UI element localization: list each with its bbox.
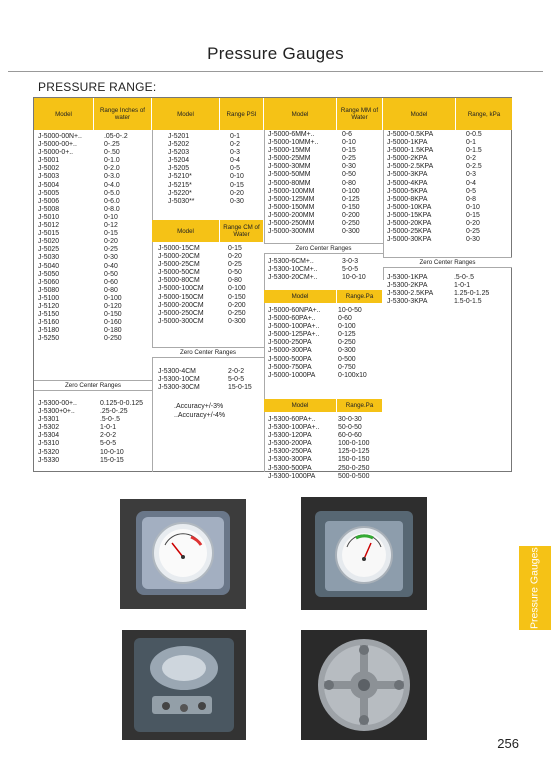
list-cell: J-5000-8KPA [387,195,428,203]
list-cell: 0-30 [104,254,118,262]
list-cell: 0-8.0 [104,205,120,213]
t2-cm-range-header: Range CM of Water [220,220,264,242]
product-photo-gauge-back [301,630,427,740]
list-cell: J-5000-125PA+.. [268,331,320,339]
list-cell: J-5300-1000PA [268,472,316,480]
list-cell: 1-0-1 [454,282,471,290]
list-cell: 0-5 [230,165,240,173]
list-cell: J-5001 [38,157,60,165]
list-cell: 0-15 [228,245,242,252]
list-cell: 0-30 [342,163,356,171]
accuracy-note-2: ..Accuracy+/-4% [174,412,226,419]
list-cell: J-5300-10CM+.. [268,266,318,274]
list-cell: J-5030** [168,197,195,205]
list-cell: J-5060 [38,278,60,286]
list-cell: 3-0-3 [342,258,359,265]
list-cell: J-5120 [38,302,60,310]
list-cell: 30-0-30 [338,416,362,423]
list-cell: 0-160 [104,319,122,327]
t3-zero-center-header: Zero Center Ranges [264,243,383,254]
list-cell: J-5000-100PA+.. [268,323,320,331]
t2-cm-model-header: Model [152,220,220,242]
list-cell: 0-180 [104,327,122,335]
list-cell: 0-40 [104,262,118,270]
list-cell: .05-0-.2 [104,133,128,140]
list-cell: .5-0-.5 [100,416,120,424]
list-cell: 0-.25 [104,141,120,149]
list-cell: 2-0-2 [100,432,117,440]
list-cell: J-5000-80CM [158,277,200,285]
t3-pa2-range-list [338,416,369,481]
list-cell: J-5030 [38,254,60,262]
list-cell: J-5050 [38,270,60,278]
list-cell: 0-50 [104,270,118,278]
list-cell: 0-100x10 [338,371,367,379]
list-cell: 0-4.0 [104,181,120,189]
list-cell: 0-15 [230,181,244,189]
list-cell: 0-20 [230,189,244,197]
list-cell: J-5202 [168,141,190,149]
list-cell: J-5300-00+.. [38,400,77,407]
list-cell: J-5002 [38,165,60,173]
list-cell: J-5300-200PA [268,440,312,448]
list-cell: J-5000-500PA [268,355,312,363]
list-cell: 0-300 [338,347,356,355]
list-cell: 10-0-10 [100,448,124,456]
list-cell: J-5100 [38,294,60,302]
t4-zc-range-list [454,274,489,306]
list-cell: 100-0-100 [338,440,370,448]
list-cell: J-5010 [38,213,60,221]
list-cell: 0-125 [342,195,360,203]
list-cell: J-5300-250PA [268,448,312,456]
t3-model-header: Model [264,98,337,130]
list-cell: 5-0-5 [228,376,245,384]
list-cell: 2-0-2 [228,368,245,375]
list-cell: 5-0-5 [100,440,117,448]
list-cell: J-5204 [168,157,190,165]
list-cell: J-5000-60PA+.. [268,315,316,323]
list-cell: J-5012 [38,222,60,230]
list-cell: 0-200 [342,211,360,219]
t1-model-header: Model [34,98,94,130]
list-cell: J-5000-300MM [268,228,315,236]
list-cell: 0-20 [104,238,118,246]
list-cell: J-5000-15MM [268,147,311,155]
list-cell: 0.125-0-0.125 [100,400,143,407]
list-cell: 0-300 [342,228,360,236]
list-cell: J-5000-100MM [268,187,315,195]
list-cell: 0-8 [466,195,476,203]
list-cell: J-5215* [168,181,192,189]
list-cell: J-5025 [38,246,60,254]
list-cell: J-5302 [38,424,60,432]
list-cell: 0-3.0 [104,173,120,181]
t1-model-list [38,133,82,343]
list-cell: J-5201 [168,133,190,140]
t1-zc-range-list [100,400,143,465]
list-cell: J-5210* [168,173,192,181]
list-cell: J-5000-80MM [268,179,311,187]
list-cell: J-5000-10MM+.. [268,139,319,147]
t3-pa-model-list [268,307,321,380]
list-cell: J-5000-50MM [268,171,311,179]
list-cell: 60-0-60 [338,432,362,440]
list-cell: 0-200 [228,301,246,309]
list-cell: 0-150 [104,311,122,319]
list-cell: J-5000-200MM [268,211,315,219]
list-cell: J-5000-5KPA [387,187,428,195]
list-cell: 0-120 [104,302,122,310]
list-cell: J-5040 [38,262,60,270]
t3-model-list [268,131,318,236]
list-cell: 0-80 [104,286,118,294]
list-cell: J-5320 [38,448,60,456]
list-cell: J-5000-1KPA [387,139,428,147]
t3-pa-range-list [338,307,367,380]
list-cell: J-5000-250MM [268,220,315,228]
list-cell: J-5000-15CM [158,245,200,252]
list-cell: J-5250 [38,335,60,343]
list-cell: 0-5 [466,187,476,195]
list-cell: 0-2 [230,141,240,149]
t4-model-list [387,131,433,244]
list-cell: 0-250 [338,339,356,347]
list-cell: 250-0-250 [338,464,370,472]
list-cell: J-5220* [168,189,192,197]
list-cell: J-5160 [38,319,60,327]
list-cell: 0-1 [230,133,240,140]
list-cell: 0-80 [228,277,242,285]
list-cell: J-5300-6CM+.. [268,258,314,265]
list-cell: 0-25 [228,261,242,269]
list-cell: J-5080 [38,286,60,294]
list-cell: J-5300-60PA+.. [268,416,316,423]
list-cell: 0-300 [228,317,246,325]
list-cell: J-5000-125MM [268,195,315,203]
list-cell: J-5000-250PA [268,339,312,347]
list-cell: 0-2 [466,155,476,163]
list-cell: J-5006 [38,197,60,205]
list-cell: J-5000-25CM [158,261,200,269]
list-cell: J-5000-750PA [268,363,312,371]
side-tab: Pressure Gauges [519,546,551,630]
list-cell: J-5180 [38,327,60,335]
list-cell: 500-0-500 [338,472,370,480]
list-cell: 0-3 [466,171,476,179]
list-cell: J-5000-20KPA [387,220,432,228]
list-cell: J-5000-20CM [158,253,200,261]
list-cell: 15-0-15 [228,384,252,392]
list-cell: J-5300-2.5KPA [387,290,434,298]
list-cell: 5-0-5 [342,266,359,274]
list-cell: J-5300-30CM [158,384,200,392]
list-cell: J-5000-1000PA [268,371,316,379]
list-cell: 0-125 [338,331,356,339]
list-cell: 0-10 [230,173,244,181]
list-cell: 0-6 [342,131,352,138]
list-cell: 0-12 [104,222,118,230]
list-cell: 0-6.0 [104,197,120,205]
list-cell: 0-25 [466,228,480,236]
t3-pa2-range-header: Range.Pa [337,399,383,412]
list-cell: 0-4 [230,157,240,165]
list-cell: J-5015 [38,230,60,238]
list-cell: 0-25 [342,155,356,163]
t2-cm-model-list [158,245,204,326]
list-cell: J-5008 [38,205,60,213]
list-cell: 1.5-0-1.5 [454,298,482,306]
list-cell: 0-2.5 [466,163,482,171]
list-cell: J-5300-10CM [158,376,200,384]
list-cell: J-5300-500PA [268,464,312,472]
list-cell: J-5000-10KPA [387,203,432,211]
list-cell: J-5000-300CM [158,317,204,325]
list-cell: J-5300-1KPA [387,274,428,281]
list-cell: 15-0-15 [100,456,124,464]
t3-pa-range-header: Range.Pa [337,290,383,303]
list-cell: 0-100 [338,323,356,331]
list-cell: 0-150 [342,203,360,211]
list-cell: 0-150 [228,293,246,301]
list-cell: J-5304 [38,432,60,440]
list-cell: J-5000-100CM [158,285,204,293]
list-cell: J-5000-15KPA [387,211,432,219]
t2-cm-range-list [228,245,246,326]
list-cell: J-5300-4CM [158,368,196,375]
list-cell: 0-100 [228,285,246,293]
t2-model-list [168,133,194,206]
section-heading: PRESSURE RANGE: [38,80,157,94]
list-cell: 0-1.0 [104,157,120,165]
t4-zero-center-header: Zero Center Ranges [383,257,512,268]
list-cell: 0-3 [230,149,240,157]
t4-model-header: Model [383,98,456,130]
pressure-range-panel [33,97,512,480]
product-photo-gauge-front [120,499,246,609]
list-cell: 0-5.0 [104,189,120,197]
product-photo-accessories [122,630,246,740]
list-cell: 0-10 [342,139,356,147]
list-cell: J-5000-4KPA [387,179,428,187]
list-cell: 50-0-50 [338,424,362,432]
t2-range-list [230,133,244,206]
list-cell: J-5000-1.5KPA [387,147,434,155]
list-cell: J-5000-25MM [268,155,311,163]
list-cell: 0-25 [104,246,118,254]
list-cell: J-5020 [38,238,60,246]
list-cell: 0-250 [104,335,122,343]
t2-zc-range-list [228,368,252,392]
list-cell: J-5300-3KPA [387,298,428,306]
list-cell: J-5300-100PA+.. [268,424,320,432]
list-cell: 0-2.0 [104,165,120,173]
list-cell: 0-1 [466,139,476,147]
list-cell: 0-10 [466,203,480,211]
list-cell: J-5000-2.5KPA [387,163,434,171]
list-cell: J-5000-0.5KPA [387,131,434,138]
list-cell: J-5330 [38,456,60,464]
list-cell: 0-100 [104,294,122,302]
t4-range-header: Range, kPa [456,98,512,130]
list-cell: 0-250 [228,309,246,317]
page-number: 256 [497,736,519,751]
list-cell: J-5300-300PA [268,456,312,464]
list-cell: J-5150 [38,311,60,319]
list-cell: J-5004 [38,181,60,189]
t2-zc-model-list [158,368,200,392]
list-cell: J-5300-120PA [268,432,312,440]
list-cell: 150-0-150 [338,456,370,464]
list-cell: J-5000-3KPA [387,171,428,179]
list-cell: 10-0-10 [342,274,366,282]
list-cell: 0-15 [466,211,480,219]
t1-zero-center-header: Zero Center Ranges [34,380,152,391]
list-cell: 125-0-125 [338,448,370,456]
list-cell: J-5000-150CM [158,293,204,301]
list-cell: J-5000-150MM [268,203,315,211]
t3-range-list [342,131,360,236]
list-cell: .25-0-.25 [100,408,128,416]
list-cell: 0-.50 [104,149,120,157]
t3-pa2-model-list [268,416,319,481]
list-cell: 0-1.5 [466,147,482,155]
list-cell: 1-0-1 [100,424,117,432]
list-cell: 0-750 [338,363,356,371]
list-cell: J-5000-60NPA+.. [268,307,321,314]
list-cell: 0-500 [338,355,356,363]
t1-range-header: Range Inches of water [94,98,152,130]
list-cell: 0-250 [342,220,360,228]
list-cell: J-5000-2KPA [387,155,428,163]
list-cell: 0-20 [228,253,242,261]
t3-pa-model-header: Model [264,290,337,303]
list-cell: J-5003 [38,173,60,181]
list-cell: 0-15 [104,230,118,238]
list-cell: J-5000-6MM+.. [268,131,315,138]
list-cell: 0-60 [104,278,118,286]
list-cell: 10-0-50 [338,307,362,314]
list-cell: J-5000-0+.. [38,149,74,157]
list-cell: J-5310 [38,440,60,448]
accuracy-note-1: .Accuracy+/-3% [174,403,224,410]
page-title: Pressure Gauges [207,44,344,63]
t3-pa2-model-header: Model [264,399,337,412]
list-cell: 0-30 [466,236,480,244]
t4-zc-model-list [387,274,433,306]
list-cell: J-5203 [168,149,190,157]
column-divider [152,130,153,472]
t2-model-header: Model [152,98,220,130]
product-photo-gauge-box [301,497,427,610]
list-cell: 0-50 [228,269,242,277]
list-cell: 0-30 [230,197,244,205]
list-cell: 0-4 [466,179,476,187]
list-cell: 0-20 [466,220,480,228]
list-cell: 0-100 [342,187,360,195]
list-cell: J-5000-30MM [268,163,311,171]
list-cell: J-5300-2KPA [387,282,428,290]
list-cell: J-5300+0+.. [38,408,75,416]
list-cell: J-5000-30KPA [387,236,432,244]
title-divider [8,71,543,72]
list-cell: 0-80 [342,179,356,187]
list-cell: 0-50 [342,171,356,179]
list-cell: J-5000-00+.. [38,141,77,149]
t2-zero-center-header: Zero Center Ranges [152,347,264,358]
list-cell: 0-10 [104,213,118,221]
list-cell: J-5000-200CM [158,301,204,309]
t2-range-header: Range PSI [220,98,264,130]
t3-zc-model-list [268,258,318,282]
list-cell: J-5205 [168,165,190,173]
list-cell: J-5000-25KPA [387,228,432,236]
list-cell: 0-0.5 [466,131,482,138]
list-cell: J-5301 [38,416,60,424]
list-cell: J-5000-00N+.. [38,133,82,140]
t1-range-list [104,133,128,343]
list-cell: J-5005 [38,189,60,197]
list-cell: J-5000-300PA [268,347,312,355]
list-cell: .5-0-.5 [454,274,474,281]
list-cell: J-5000-50CM [158,269,200,277]
list-cell: J-5000-250CM [158,309,204,317]
t3-range-header: Range MM of Water [337,98,383,130]
list-cell: 0-60 [338,315,352,323]
list-cell: 0-15 [342,147,356,155]
t1-zc-model-list [38,400,77,465]
t4-range-list [466,131,482,244]
list-cell: 1.25-0-1.25 [454,290,490,298]
list-cell: J-5300-20CM+.. [268,274,318,282]
t3-zc-range-list [342,258,366,282]
